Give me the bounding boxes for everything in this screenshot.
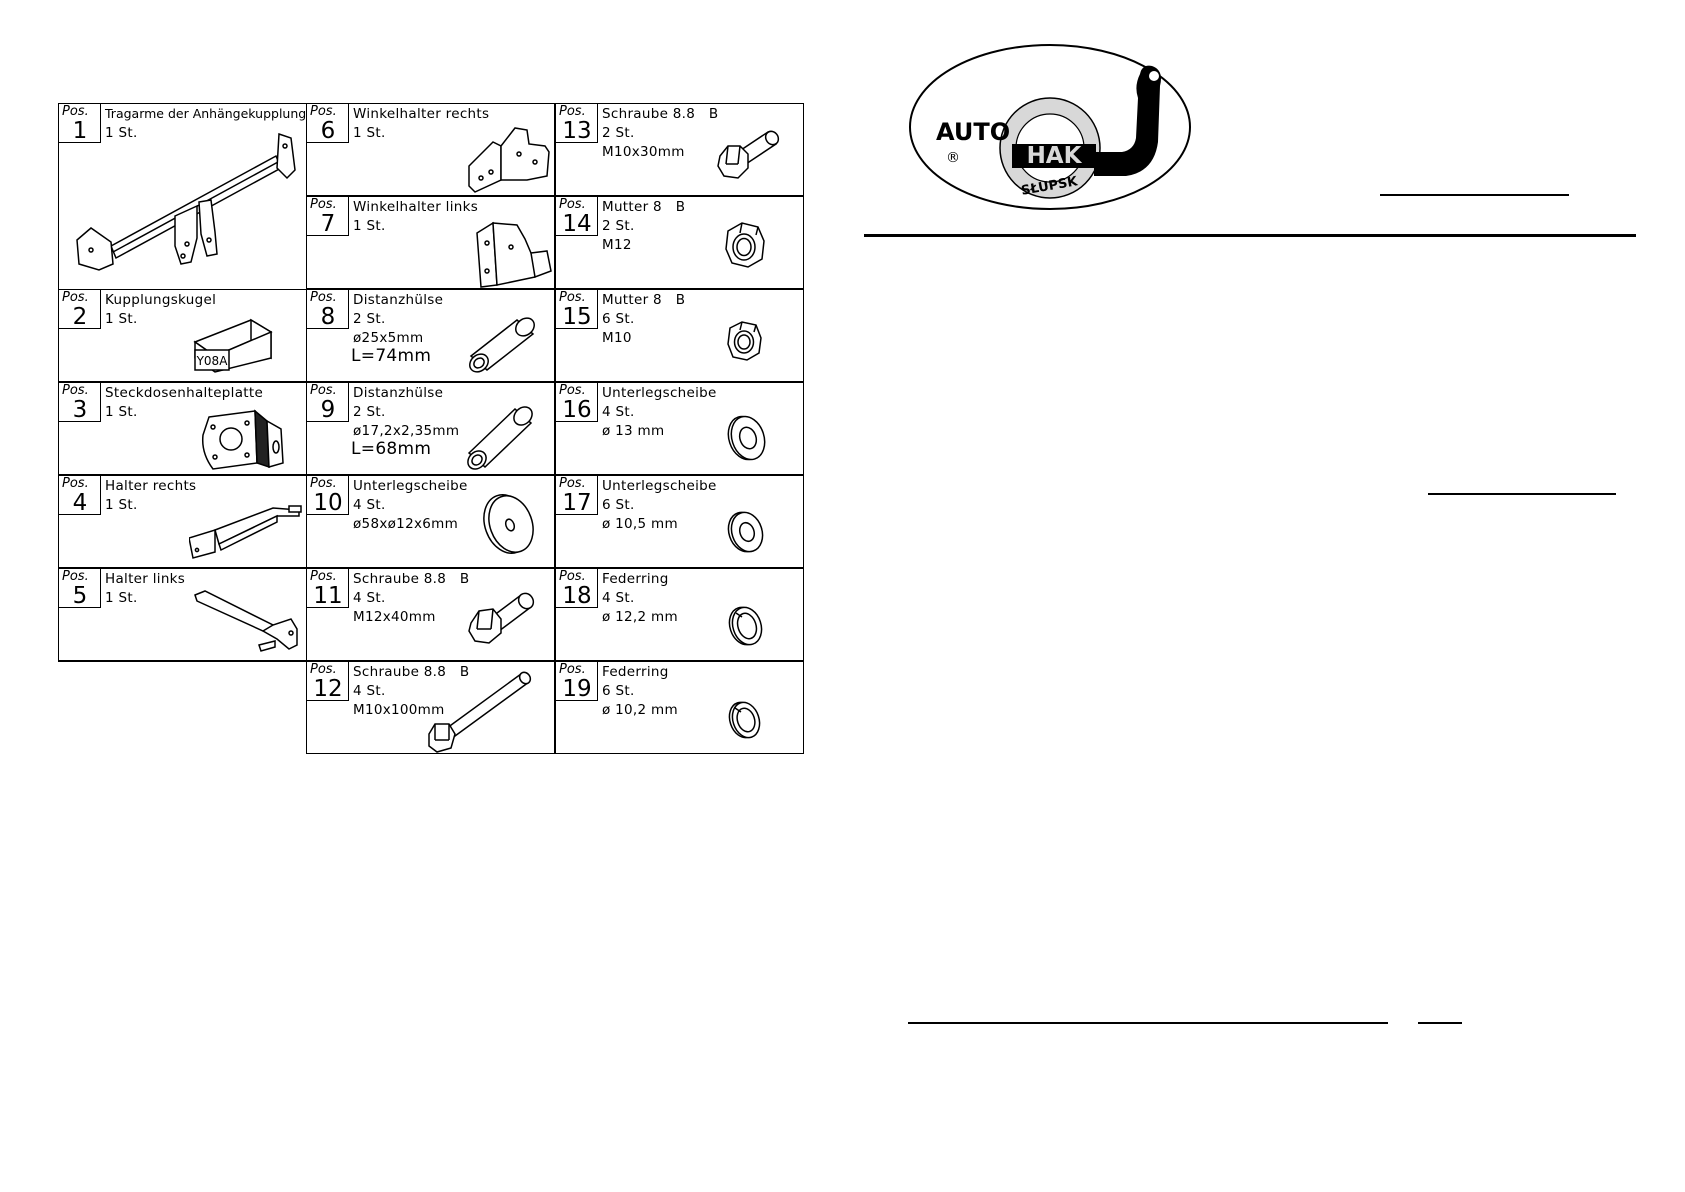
part-cell-14 [555, 196, 804, 289]
pos-label: Pos. [559, 197, 586, 212]
part-cell-7 [306, 196, 555, 289]
pos-box [59, 569, 101, 608]
pos-box [307, 197, 349, 236]
socket-plate-icon [199, 403, 289, 473]
part-cell-11 [306, 568, 555, 661]
pos-box [307, 662, 349, 701]
part-spec: M10 [602, 330, 632, 346]
logo-hak-text: HAK [1026, 143, 1082, 169]
spring-washer-icon [726, 698, 764, 742]
pos-number: 13 [562, 118, 592, 144]
pos-label: Pos. [559, 383, 586, 398]
pos-number: 14 [562, 211, 592, 237]
coupling-ball-box-icon [193, 312, 275, 374]
pos-number: 6 [320, 118, 336, 144]
pos-box [307, 383, 349, 422]
part-cell-6 [306, 103, 555, 196]
pos-label: Pos. [62, 383, 89, 398]
angle-bracket-right-icon [465, 122, 553, 194]
part-cell-3 [58, 382, 307, 475]
date-line [1418, 1022, 1462, 1024]
pos-number: 9 [320, 397, 336, 423]
angle-bracket-left-icon [475, 219, 555, 289]
pos-number: 19 [562, 676, 592, 702]
pos-box [556, 104, 598, 143]
part-cell-16 [555, 382, 804, 475]
part-name: Unterlegscheibe [353, 478, 468, 494]
pos-number: 4 [72, 490, 88, 516]
part-spec: ø 10,5 mm [602, 516, 678, 532]
pos-box [556, 476, 598, 515]
part-cell-15 [555, 289, 804, 382]
logo-registered-mark: ® [946, 150, 960, 166]
part-qty: 1 St. [105, 590, 138, 606]
part-cell-18 [555, 568, 804, 661]
part-name: Steckdosenhalteplatte [105, 385, 264, 401]
part-spec: M12 [602, 237, 632, 253]
pos-number: 12 [313, 676, 343, 702]
pos-number: 11 [313, 583, 343, 609]
part-name: Federring [602, 571, 669, 587]
part-cell-17 [555, 475, 804, 568]
pos-box [307, 104, 349, 143]
part-name: Schraube 8.8 B [353, 664, 470, 680]
part-name: Tragarme der Anhängekupplung [105, 106, 307, 121]
part-qty: 4 St. [353, 590, 386, 606]
part-name: Mutter 8 B [602, 199, 686, 215]
part-name: Distanzhülse [353, 385, 444, 401]
part-qty: 2 St. [602, 218, 635, 234]
pos-label: Pos. [310, 569, 337, 584]
pos-box [59, 476, 101, 515]
part-length: L=68mm [351, 439, 432, 459]
pos-label: Pos. [559, 569, 586, 584]
spacer-sleeve-icon [463, 399, 543, 473]
part-spec: M12x40mm [353, 609, 436, 625]
part-cell-13 [555, 103, 804, 196]
part-name: Federring [602, 664, 669, 680]
pos-label: Pos. [310, 197, 337, 212]
part-qty: 1 St. [353, 125, 386, 141]
pos-number: 1 [72, 118, 88, 144]
large-washer-icon [479, 490, 535, 558]
part-cell-19 [555, 661, 804, 754]
part-qty: 4 St. [353, 683, 386, 699]
part-spec: ø 10,2 mm [602, 702, 678, 718]
part-length: L=74mm [351, 346, 432, 366]
pos-label: Pos. [62, 569, 89, 584]
part-spec: ø 12,2 mm [602, 609, 678, 625]
pos-number: 15 [562, 304, 592, 330]
part-cell-empty [58, 661, 307, 754]
pos-box [556, 383, 598, 422]
signature-line [908, 1022, 1388, 1024]
pos-label: Pos. [62, 104, 89, 119]
part-name: Halter rechts [105, 478, 197, 494]
pos-label: Pos. [62, 476, 89, 491]
pos-number: 8 [320, 304, 336, 330]
pos-box [59, 383, 101, 422]
header-rule [864, 234, 1636, 237]
part-qty: 1 St. [105, 497, 138, 513]
pos-label: Pos. [310, 104, 337, 119]
part-name: Unterlegscheibe [602, 385, 717, 401]
autohak-logo [908, 42, 1193, 212]
bolt-icon [716, 126, 782, 182]
logo-underline [1380, 194, 1569, 196]
part-qty: 2 St. [353, 311, 386, 327]
bolt-icon [467, 589, 537, 647]
part-spec: M10x30mm [602, 144, 685, 160]
washer-icon [726, 508, 766, 556]
pos-number: 16 [562, 397, 592, 423]
hex-nut-icon [724, 318, 764, 364]
pos-number: 17 [562, 490, 592, 516]
part-cell-4 [58, 475, 307, 568]
part-cell-12 [306, 661, 555, 754]
part-qty: 6 St. [602, 683, 635, 699]
pos-number: 10 [313, 490, 343, 516]
part-cell-1 [58, 103, 307, 290]
pos-number: 3 [72, 397, 88, 423]
part-spec: ø58xø12x6mm [353, 516, 459, 532]
part-qty: 1 St. [105, 404, 138, 420]
pos-box [556, 662, 598, 701]
part-name: Schraube 8.8 B [602, 106, 719, 122]
part-name: Halter links [105, 571, 186, 587]
pos-label: Pos. [559, 104, 586, 119]
part-qty: 2 St. [602, 125, 635, 141]
pos-number: 2 [72, 304, 88, 330]
box-label: Y08A [196, 354, 228, 368]
bracket-right-icon [189, 504, 305, 562]
pos-label: Pos. [310, 476, 337, 491]
part-qty: 4 St. [602, 590, 635, 606]
spacer-sleeve-icon [465, 308, 545, 378]
part-qty: 1 St. [105, 125, 138, 141]
part-name: Winkelhalter rechts [353, 106, 490, 122]
part-spec: ø25x5mm [353, 330, 424, 346]
pos-label: Pos. [559, 290, 586, 305]
pos-number: 5 [72, 583, 88, 609]
part-name: Mutter 8 B [602, 292, 686, 308]
pos-label: Pos. [310, 662, 337, 677]
part-name: Schraube 8.8 B [353, 571, 470, 587]
part-cell-9 [306, 382, 555, 475]
pos-box [556, 569, 598, 608]
part-cell-10 [306, 475, 555, 568]
parts-table [58, 103, 806, 758]
pos-label: Pos. [559, 476, 586, 491]
logo-city-text: SŁUPSK [1020, 174, 1079, 199]
part-qty: 2 St. [353, 404, 386, 420]
washer-icon [726, 411, 768, 465]
part-qty: 4 St. [353, 497, 386, 513]
spring-washer-icon [726, 603, 766, 649]
pos-box [307, 569, 349, 608]
long-bolt-icon [425, 668, 535, 754]
pos-box [59, 290, 101, 329]
part-name: Kupplungskugel [105, 292, 217, 308]
pos-label: Pos. [310, 290, 337, 305]
part-spec: ø 13 mm [602, 423, 665, 439]
part-spec: M10x100mm [353, 702, 445, 718]
part-qty: 4 St. [602, 404, 635, 420]
part-qty: 1 St. [353, 218, 386, 234]
part-qty: 1 St. [105, 311, 138, 327]
blank-line [1428, 493, 1616, 495]
logo-auto-text: AUTO [936, 118, 1011, 146]
pos-box [307, 476, 349, 515]
hex-nut-icon [722, 219, 768, 271]
bracket-left-icon [193, 589, 305, 659]
part-qty: 6 St. [602, 497, 635, 513]
pos-box [307, 290, 349, 329]
pos-label: Pos. [310, 383, 337, 398]
part-cell-5 [58, 568, 307, 661]
pos-box [556, 197, 598, 236]
pos-number: 7 [320, 211, 336, 237]
part-name: Unterlegscheibe [602, 478, 717, 494]
pos-label: Pos. [62, 290, 89, 305]
part-qty: 6 St. [602, 311, 635, 327]
pos-box [556, 290, 598, 329]
part-name: Winkelhalter links [353, 199, 479, 215]
towbar-crossbar-icon [71, 128, 303, 286]
pos-number: 18 [562, 583, 592, 609]
part-cell-2 [58, 289, 307, 382]
part-cell-8 [306, 289, 555, 382]
pos-label: Pos. [559, 662, 586, 677]
part-name: Distanzhülse [353, 292, 444, 308]
part-spec: ø17,2x2,35mm [353, 423, 460, 439]
